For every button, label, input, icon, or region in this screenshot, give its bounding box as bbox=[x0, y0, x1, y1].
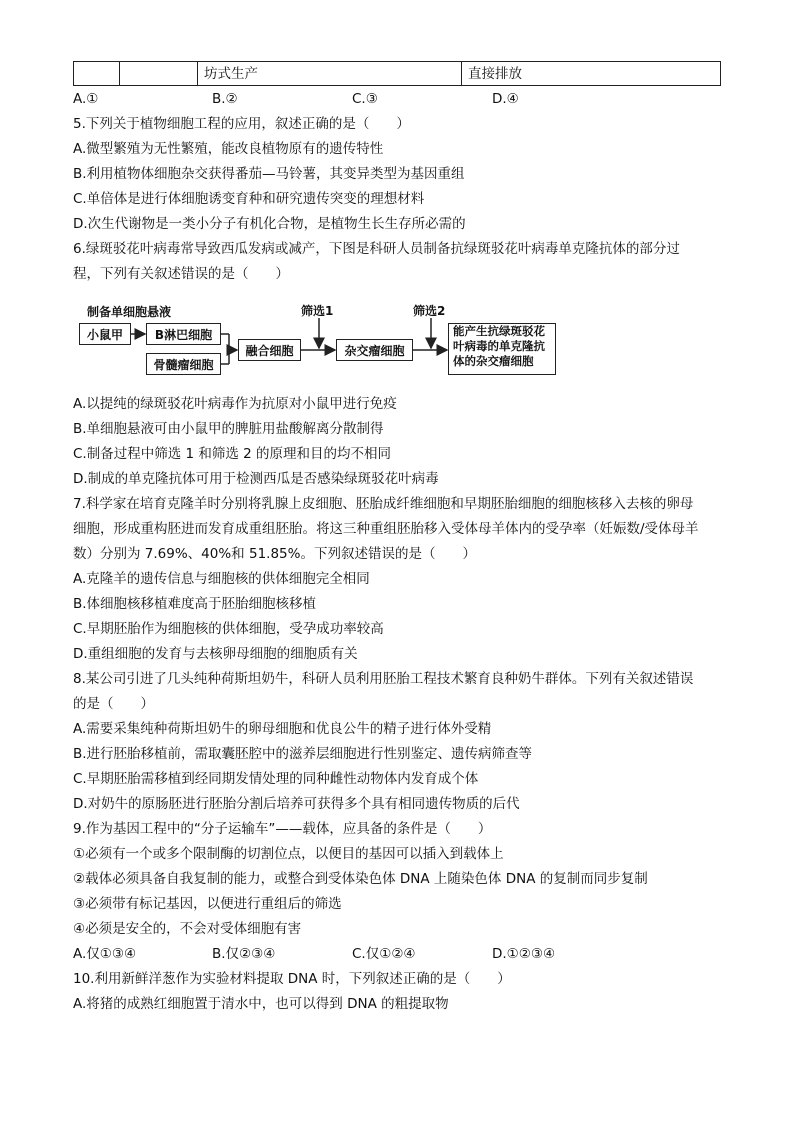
hybridoma-box: 杂交瘤细胞 bbox=[336, 339, 413, 361]
myeloma-box: 骨髓瘤细胞 bbox=[146, 353, 221, 375]
q6-stem-line-2: 程，下列有关叙述错误的是（ ） bbox=[73, 266, 289, 282]
q8-stem-line-2: 的是（ ） bbox=[73, 696, 154, 712]
q6-option-b: B.单细胞悬液可由小鼠甲的脾脏用盐酸解离分散制得 bbox=[73, 421, 384, 437]
q8-option-b: B.进行胚胎移植前，需取囊胚腔中的滋养层细胞进行性别鉴定、遗传病筛查等 bbox=[73, 746, 533, 762]
q7-option-d: D.重组细胞的发育与去核卵母细胞的细胞质有关 bbox=[73, 646, 358, 662]
q7-stem-line-2: 细胞，形成重构胚进而发育成重组胚胎。将这三种重组胚胎移入受体母羊体内的受孕率（妊娠数/受体母羊 bbox=[73, 521, 699, 537]
screen-2-label: 筛选2 bbox=[413, 304, 446, 318]
q9-option-d: D.①②③④ bbox=[492, 946, 556, 962]
q5-option-a: A.微型繁殖为无性繁殖，能改良植物原有的遗传特性 bbox=[73, 141, 384, 157]
mouse-box: 小鼠甲 bbox=[79, 323, 131, 345]
q8-option-a: A.需要采集纯种荷斯坦奶牛的卵母细胞和优良公牛的精子进行体外受精 bbox=[73, 721, 492, 737]
final-box-line-2: 叶病毒的单克隆抗 bbox=[453, 339, 545, 353]
q9-statement-2: ②载体必须具备自我复制的能力，或整合到受体染色体 DNA 上随染色体 DNA 的复制而同步复制 bbox=[73, 871, 648, 887]
final-box-line-3: 体的杂交瘤细胞 bbox=[453, 354, 534, 368]
diagram-title: 制备单细胞悬液 bbox=[87, 305, 172, 319]
q6-option-a: A.以提纯的绿斑驳花叶病毒作为抗原对小鼠甲进行免疫 bbox=[73, 396, 397, 412]
screen-1-label: 筛选1 bbox=[301, 304, 334, 318]
table-cell-2 bbox=[120, 62, 198, 85]
q9-stem: 9.作为基因工程中的“分子运输车”——载体，应具备的条件是（ ） bbox=[73, 821, 492, 837]
q8-option-d: D.对奶牛的原肠胚进行胚胎分割后培养可获得多个具有相同遗传物质的后代 bbox=[73, 796, 520, 812]
table-cell-3: 坊式生产 bbox=[198, 62, 462, 85]
q7-option-a: A.克隆羊的遗传信息与细胞核的供体细胞完全相同 bbox=[73, 571, 370, 587]
table-cell-4: 直接排放 bbox=[468, 66, 522, 82]
q6-option-c: C.制备过程中筛选 1 和筛选 2 的原理和目的均不相同 bbox=[73, 446, 392, 462]
q10-option-a: A.将猪的成熟红细胞置于清水中，也可以得到 DNA 的粗提取物 bbox=[73, 996, 449, 1012]
q7-option-c: C.早期胚胎作为细胞核的供体细胞，受孕成功率较高 bbox=[73, 621, 384, 637]
q4-option-b: B.② bbox=[212, 91, 238, 107]
q6-stem-line-1: 6.绿斑驳花叶病毒常导致西瓜发病或减产，下图是科研人员制备抗绿斑驳花叶病毒单克隆抗体的部分过 bbox=[73, 241, 680, 257]
q9-statement-4: ④必须是安全的，不会对受体细胞有害 bbox=[73, 921, 302, 937]
table-fragment bbox=[73, 61, 721, 86]
q7-option-b: B.体细胞核移植难度高于胚胎细胞核移植 bbox=[73, 596, 317, 612]
q10-stem: 10.利用新鲜洋葱作为实验材料提取 DNA 时，下列叙述正确的是（ ） bbox=[73, 971, 511, 987]
final-box-line-1: 能产生抗绿斑驳花 bbox=[453, 324, 545, 338]
table-cell-1 bbox=[74, 62, 120, 85]
q5-option-b: B.利用植物体细胞杂交获得番茄—马铃薯，其变异类型为基因重组 bbox=[73, 166, 465, 182]
q4-option-a: A.① bbox=[73, 91, 99, 107]
b-cell-box: B淋巴细胞 bbox=[146, 323, 221, 345]
q9-option-b: B.仅②③④ bbox=[212, 946, 276, 962]
q7-stem-line-3: 数）分别为 7.69%、40%和 51.85%。下列叙述错误的是（ ） bbox=[73, 546, 476, 562]
q8-option-c: C.早期胚胎需移植到经同期发情处理的同种雌性动物体内发育成个体 bbox=[73, 771, 479, 787]
q9-option-a: A.仅①③④ bbox=[73, 946, 137, 962]
q4-option-c: C.③ bbox=[352, 91, 378, 107]
q8-stem-line-1: 8.某公司引进了几头纯种荷斯坦奶牛，科研人员利用胚胎工程技术繁育良种奶牛群体。下列有关叙述错误 bbox=[73, 671, 694, 687]
q6-option-d: D.制成的单克隆抗体可用于检测西瓜是否感染绿斑驳花叶病毒 bbox=[73, 471, 439, 487]
q5-option-d: D.次生代谢物是一类小分子有机化合物，是植物生长生存所必需的 bbox=[73, 216, 466, 232]
final-hybridoma-box bbox=[448, 323, 556, 375]
q4-option-d: D.④ bbox=[492, 91, 519, 107]
q5-stem: 5.下列关于植物细胞工程的应用，叙述正确的是（ ） bbox=[73, 116, 410, 132]
q9-option-c: C.仅①②④ bbox=[352, 946, 416, 962]
q5-option-c: C.单倍体是进行体细胞诱变育种和研究遗传突变的理想材料 bbox=[73, 191, 425, 207]
q7-stem-line-1: 7.科学家在培育克隆羊时分别将乳腺上皮细胞、胚胎成纤维细胞和早期胚胎细胞的细胞核移入去核的卵母 bbox=[73, 496, 694, 512]
antibody-process-diagram bbox=[73, 300, 633, 380]
fused-cell-box: 融合细胞 bbox=[238, 339, 301, 361]
q9-statement-3: ③必须带有标记基因，以便进行重组后的筛选 bbox=[73, 896, 342, 912]
q9-statement-1: ①必须有一个或多个限制酶的切割位点，以便目的基因可以插入到载体上 bbox=[73, 846, 504, 862]
